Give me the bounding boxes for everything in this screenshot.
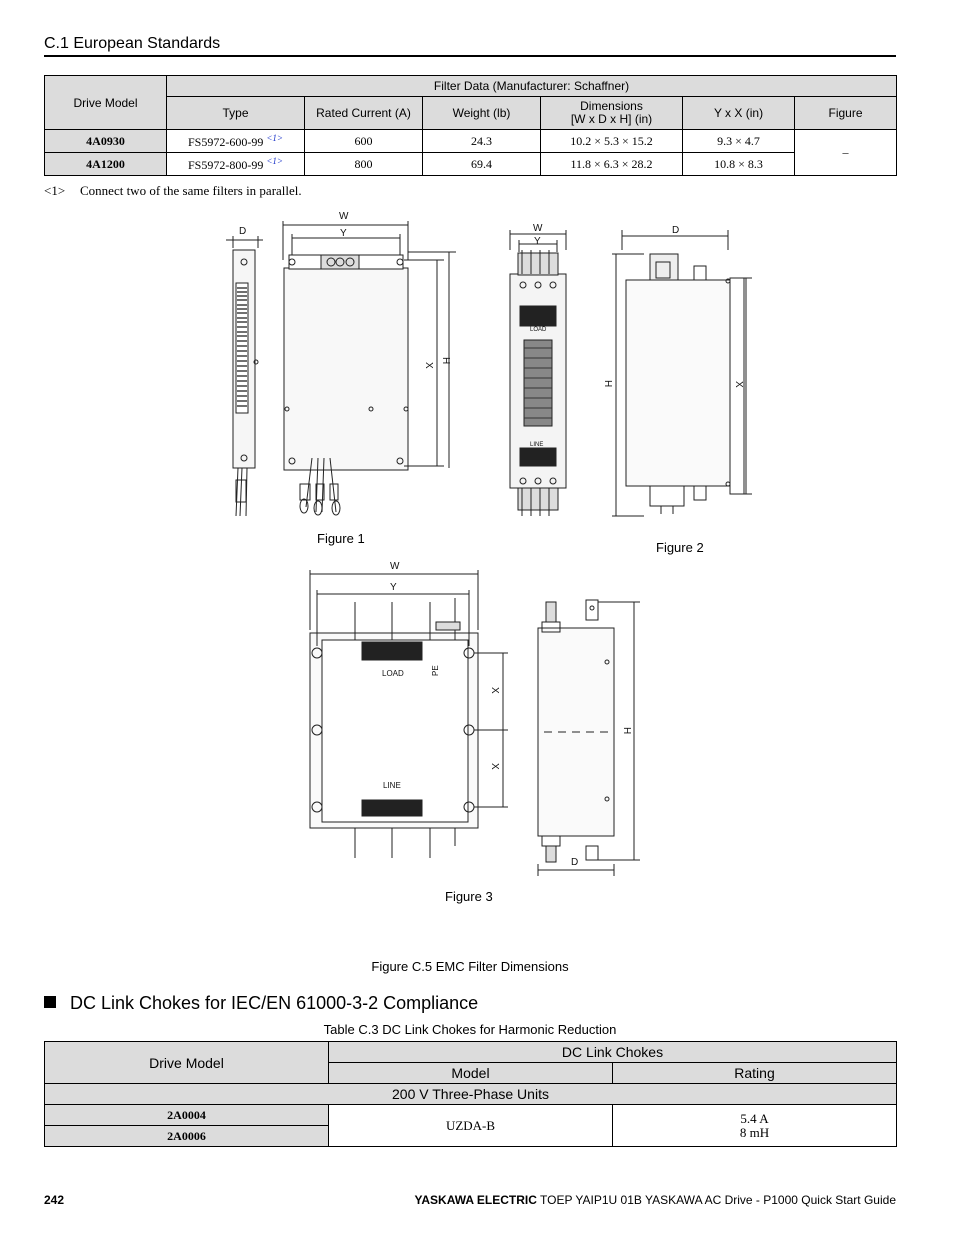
type-header: Type <box>167 97 305 130</box>
line-label: LINE <box>383 781 401 790</box>
figure-caption: Figure C.5 EMC Filter Dimensions <box>371 959 569 974</box>
drive-model-cell: 2A0006 <box>45 1126 329 1147</box>
section-heading: DC Link Chokes for IEC/EN 61000-3-2 Compliance <box>44 993 478 1014</box>
figure3-side-view <box>538 600 640 876</box>
dimensions-header: Dimensions [W x D x H] (in) <box>541 97 683 130</box>
yx-header: Y x X (in) <box>683 97 795 130</box>
line-label: LINE <box>530 442 544 448</box>
weight-header: Weight (lb) <box>423 97 541 130</box>
dc-choke-table <box>44 1041 897 1147</box>
dim-label-w: W <box>339 211 349 222</box>
figure-header: Figure <box>795 97 897 130</box>
dim-label-h: H <box>621 727 632 735</box>
figure1-label: Figure 1 <box>317 531 365 546</box>
filter-data-header: Filter Data (Manufacturer: Schaffner) <box>167 76 897 97</box>
dim-label-w: W <box>533 223 543 234</box>
dim-label-h: H <box>440 357 451 365</box>
dim-label-x: X <box>733 381 744 388</box>
dim-label-h: H <box>602 380 613 388</box>
footer-doc: TOEP YAIP1U 01B YASKAWA AC Drive - P1000 Quick Start Guide <box>540 1193 896 1207</box>
rating-cell: 5.4 A 8 mH <box>613 1105 897 1147</box>
weight-cell: 69.4 <box>423 153 541 176</box>
footnote-mark: <1> <box>44 183 66 198</box>
load-label: LOAD <box>530 327 547 333</box>
voltage-class-header: 200 V Three-Phase Units <box>45 1084 897 1105</box>
figure2-label: Figure 2 <box>656 540 704 555</box>
type-cell: FS5972-800-99 $^{<1>}$ <box>167 153 305 176</box>
dim-label-d: D <box>239 226 247 237</box>
footnote-link[interactable]: <1> <box>266 132 283 143</box>
yx-cell: 10.8 × 8.3 <box>683 153 795 176</box>
footer-doc-title <box>414 1193 896 1207</box>
figure3-label: Figure 3 <box>445 889 493 904</box>
footnote-text: Connect two of the same filters in parallel. <box>80 183 302 198</box>
table-caption: Table C.3 DC Link Chokes for Harmonic Reduction <box>323 1022 617 1037</box>
yx-cell: 9.3 × 4.7 <box>683 130 795 153</box>
dim-label-x: X <box>489 763 500 770</box>
type-cell: FS5972-600-99 $^{<1>}$ <box>167 130 305 153</box>
figure2-side-view <box>612 230 752 516</box>
dim-label-y: Y <box>390 582 397 593</box>
dim-label-x: X <box>489 687 500 694</box>
rated-current-header: Rated Current (A) <box>305 97 423 130</box>
dim-label-d: D <box>571 857 579 868</box>
current-cell: 800 <box>305 153 423 176</box>
current-cell: 600 <box>305 130 423 153</box>
dim-label-d: D <box>672 225 680 236</box>
drive-model-cell: 4A1200 <box>45 153 167 176</box>
rating-header: Rating <box>613 1063 897 1084</box>
page-number: 242 <box>44 1193 65 1207</box>
dimensions-cell: 10.2 × 5.3 × 15.2 <box>541 130 683 153</box>
figure-cell: – <box>795 130 897 176</box>
drive-model-header: Drive Model <box>45 76 167 130</box>
table-row <box>45 1105 897 1126</box>
figure2-front-view <box>510 230 566 516</box>
figure1-side-view <box>226 236 263 516</box>
footer-brand: YASKAWA ELECTRIC <box>414 1193 537 1207</box>
weight-cell: 24.3 <box>423 130 541 153</box>
drive-model-cell: 2A0004 <box>45 1105 329 1126</box>
dimensions-cell: 11.8 × 6.3 × 28.2 <box>541 153 683 176</box>
figure3-front-view <box>310 570 508 858</box>
dim-label-x: X <box>423 362 434 369</box>
model-header: Model <box>329 1063 613 1084</box>
bullet-square-icon <box>44 996 56 1008</box>
drive-model-header: Drive Model <box>45 1042 329 1084</box>
pe-label: PE <box>431 665 440 676</box>
dim-label-y: Y <box>340 228 347 239</box>
choke-model-cell: UZDA-B <box>329 1105 613 1147</box>
dim-label-y: Y <box>534 236 541 247</box>
drive-model-cell: 4A0930 <box>45 130 167 153</box>
dim-label-w: W <box>390 561 400 572</box>
load-label: LOAD <box>382 669 404 678</box>
dc-link-chokes-header: DC Link Chokes <box>329 1042 897 1063</box>
section-title: C.1 European Standards <box>44 35 221 52</box>
footnote-link[interactable]: <1> <box>266 155 283 166</box>
